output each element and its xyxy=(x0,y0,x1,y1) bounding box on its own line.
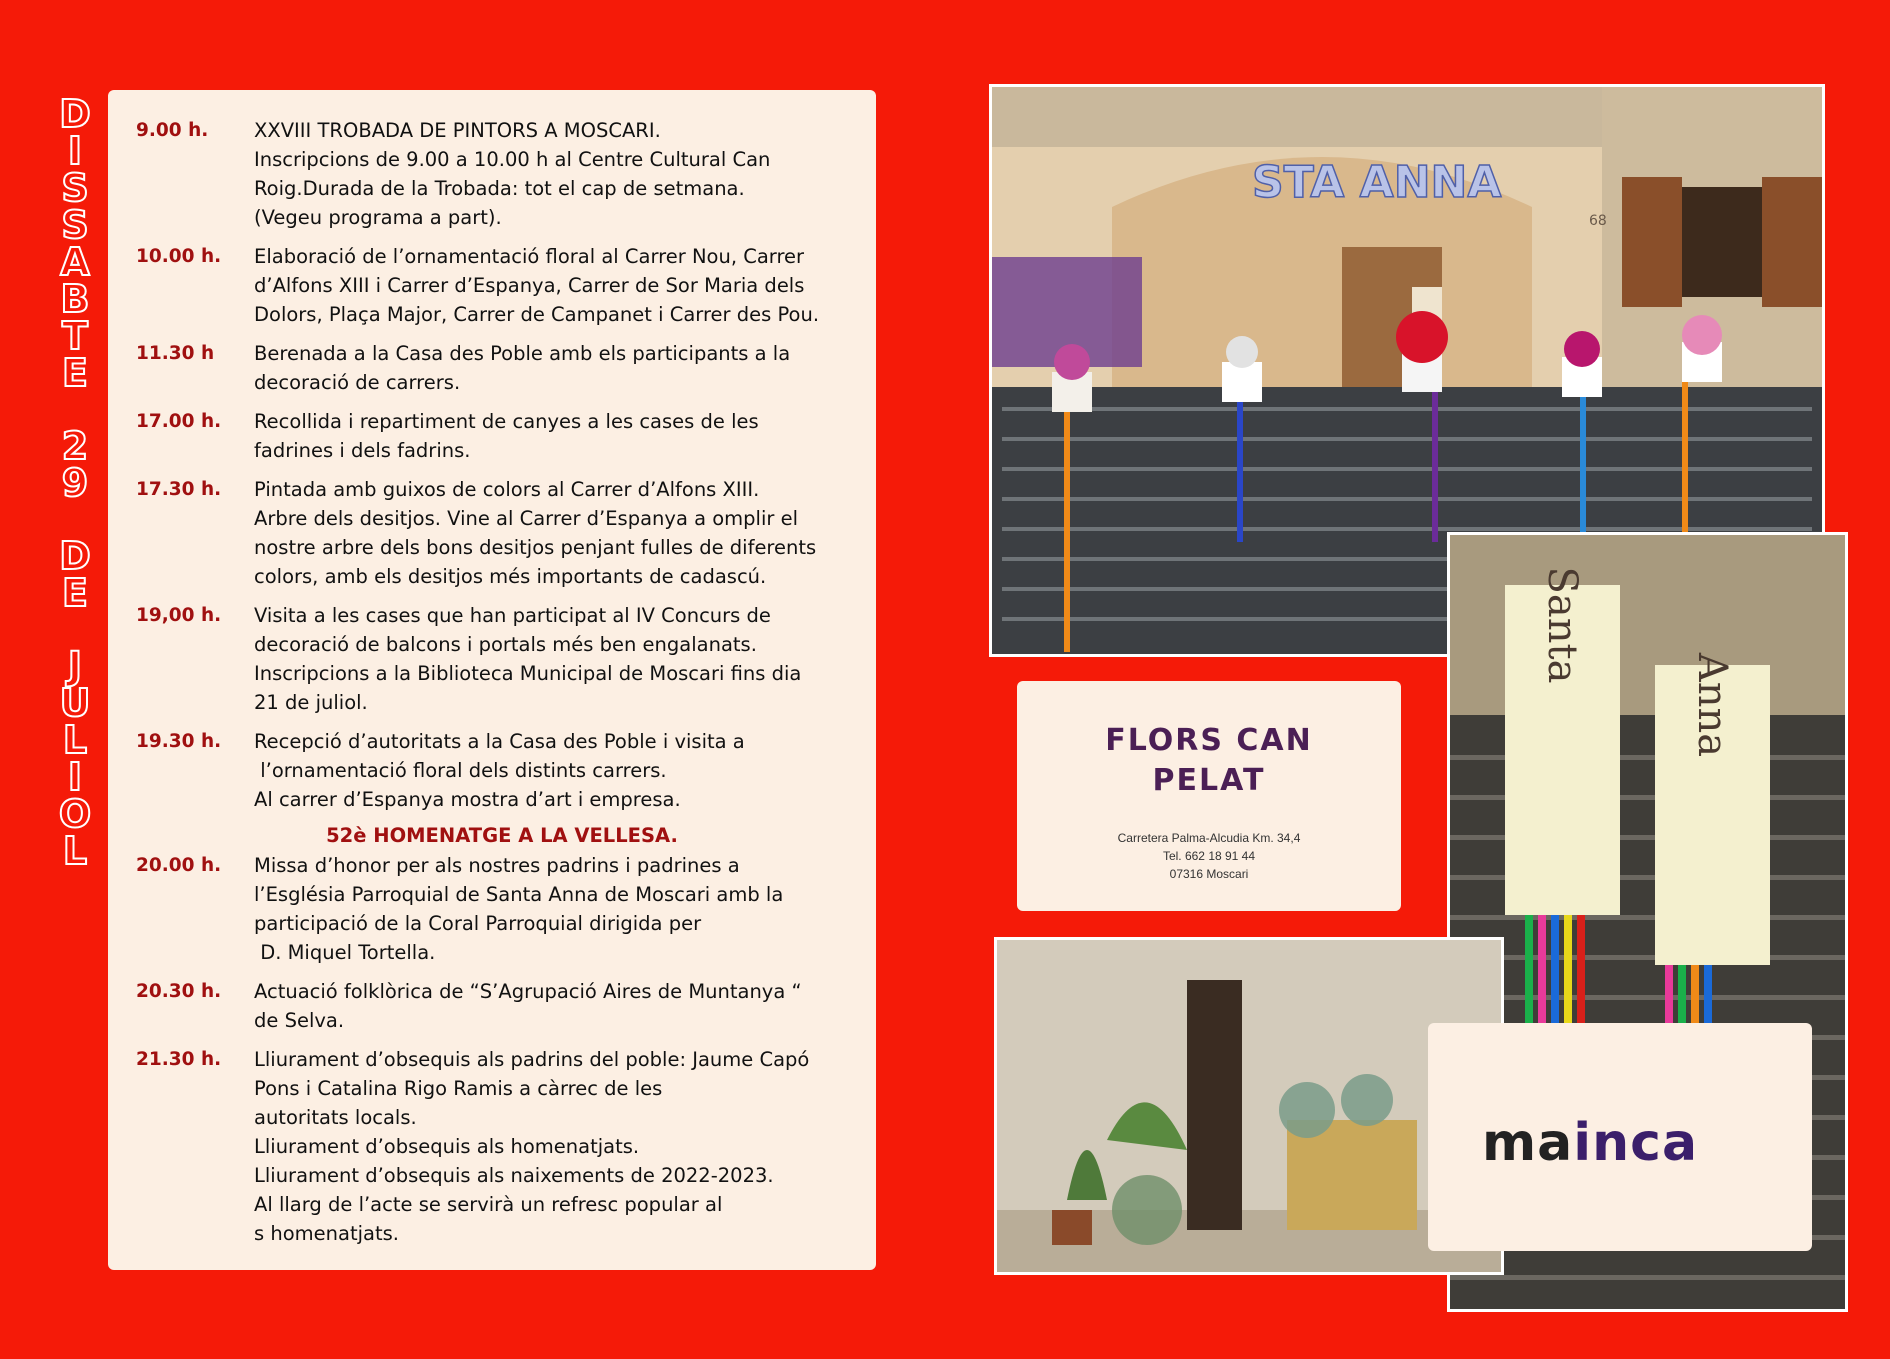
title-letter: U xyxy=(59,681,91,725)
program-entry xyxy=(136,601,876,717)
entry-line: Lliurament d’obsequis als homenatjats. xyxy=(254,1135,640,1158)
entry-line: autoritats locals. xyxy=(254,1106,417,1129)
entry-line: Lliurament d’obsequis als padrins del poble: Jaume Capó xyxy=(254,1048,810,1071)
entry-time: 17.30 h. xyxy=(136,479,222,500)
sponsor-address xyxy=(1017,829,1401,883)
entry-description xyxy=(254,116,854,232)
program-entry xyxy=(136,475,876,591)
entry-time: 20.00 h. xyxy=(136,855,222,876)
entry-description xyxy=(254,339,854,397)
program-entry xyxy=(136,116,876,232)
program-entry xyxy=(136,407,876,465)
entry-line: Inscripcions de 9.00 a 10.00 h al Centre Cultural Can xyxy=(254,148,771,171)
sponsor-name-line2: PELAT xyxy=(1152,763,1266,798)
program-entry xyxy=(136,1045,876,1248)
entry-line: Arbre dels desitjos. Vine al Carrer d’Espanya a omplir el xyxy=(254,507,799,530)
entry-line: s homenatjats. xyxy=(254,1222,399,1245)
section-heading: 52è HOMENATGE A LA VELLESA. xyxy=(326,824,678,847)
entry-line: XXVIII TROBADA DE PINTORS A MOSCARI. xyxy=(254,119,661,142)
entry-line: fadrines i dels fadrins. xyxy=(254,439,471,462)
entry-description xyxy=(254,727,854,814)
title-letter: B xyxy=(60,277,90,321)
mainca-logo-ma: ma xyxy=(1482,1113,1574,1173)
sponsor-card-mainca xyxy=(1428,1023,1812,1251)
entry-line: (Vegeu programa a part). xyxy=(254,206,502,229)
sponsor-address-line1: Carretera Palma-Alcudia Km. 34,4 xyxy=(1117,831,1301,845)
title-letter: J xyxy=(67,644,83,688)
sponsor-card-flors xyxy=(1017,681,1401,911)
entry-line: l’Església Parroquial de Santa Anna de Moscari amb la xyxy=(254,883,784,906)
entry-time: 10.00 h. xyxy=(136,246,222,267)
title-letter: O xyxy=(58,792,92,836)
entry-description xyxy=(254,977,854,1035)
entry-line: 21 de juliol. xyxy=(254,691,368,714)
entry-time: 21.30 h. xyxy=(136,1049,222,1070)
entry-time: 11.30 h xyxy=(136,343,215,364)
entry-line: Al llarg de l’acte se servirà un refresc popular al xyxy=(254,1193,723,1216)
title-letter: L xyxy=(62,829,88,873)
entry-line: Actuació folklòrica de “S’Agrupació Aires de Muntanya “ xyxy=(254,980,802,1003)
entry-line: D. Miquel Tortella. xyxy=(254,941,436,964)
entry-description xyxy=(254,851,854,967)
entry-line: nostre arbre dels bons desitjos penjant fulles de diferents xyxy=(254,536,817,559)
title-letter: E xyxy=(62,351,88,395)
entry-line: Lliurament d’obsequis als naixements de 2022-2023. xyxy=(254,1164,774,1187)
title-letter: I xyxy=(67,129,83,173)
title-letter: S xyxy=(61,166,89,210)
sponsor-name xyxy=(1017,721,1401,801)
title-letter: E xyxy=(62,571,88,615)
house-banner-text: STA ANNA xyxy=(1252,157,1502,208)
entry-description xyxy=(254,601,854,717)
entry-line: decoració de carrers. xyxy=(254,371,461,394)
entry-line: Inscripcions a la Biblioteca Municipal de Moscari fins dia xyxy=(254,662,802,685)
title-letter: I xyxy=(67,755,83,799)
sponsor-phone: Tel. 662 18 91 44 xyxy=(1162,849,1256,863)
entry-line: Elaboració de l’ornamentació floral al Carrer Nou, Carrer xyxy=(254,245,805,268)
program-entry xyxy=(136,339,876,397)
entry-time: 20.30 h. xyxy=(136,981,222,1002)
entry-time: 19,00 h. xyxy=(136,605,222,626)
entry-line: participació de la Coral Parroquial dirigida per xyxy=(254,912,702,935)
program-entry xyxy=(136,727,876,814)
mainca-logo xyxy=(1482,1113,1699,1173)
entry-line: Visita a les cases que han participat al IV Concurs de xyxy=(254,604,771,627)
sign-word-anna: Anna xyxy=(1689,652,1735,758)
sponsor-name-line1: FLORS CAN xyxy=(1105,723,1313,758)
entry-line: decoració de balcons i portals més ben engalanats. xyxy=(254,633,757,656)
title-letter: T xyxy=(62,314,88,358)
program-entry xyxy=(136,851,876,967)
entry-line: Recollida i repartiment de canyes a les cases de les xyxy=(254,410,759,433)
entry-line: Berenada a la Casa des Poble amb els participants a la xyxy=(254,342,791,365)
program-entry xyxy=(136,977,876,1035)
entry-line: Al carrer d’Espanya mostra d’art i empresa. xyxy=(254,788,681,811)
entry-time: 9.00 h. xyxy=(136,120,209,141)
program-entry xyxy=(136,242,876,329)
entry-line: de Selva. xyxy=(254,1009,345,1032)
title-letter: D xyxy=(59,92,91,136)
program-list-morning xyxy=(108,116,876,814)
entry-line: Pintada amb guixos de colors al Carrer d’Alfons XIII. xyxy=(254,478,760,501)
entry-description xyxy=(254,242,854,329)
entry-line: Recepció d’autoritats a la Casa des Poble i visita a xyxy=(254,730,745,753)
mainca-logo-inca: inca xyxy=(1573,1113,1699,1173)
entry-line: d’Alfons XIII i Carrer d’Espanya, Carrer de Sor Maria dels xyxy=(254,274,805,297)
title-letter: L xyxy=(62,718,88,762)
entry-line: l’ornamentació floral dels distints carrers. xyxy=(254,759,667,782)
program-panel xyxy=(108,90,876,1270)
title-letter: 9 xyxy=(61,461,89,505)
entry-description xyxy=(254,475,854,591)
entry-line: Roig.Durada de la Trobada: tot el cap de setmana. xyxy=(254,177,745,200)
title-letter: S xyxy=(61,203,89,247)
entry-line: Pons i Catalina Rigo Ramis a càrrec de les xyxy=(254,1077,663,1100)
house-number: 68 xyxy=(1589,213,1607,229)
title-letter: D xyxy=(59,534,91,578)
entry-line: Missa d’honor per als nostres padrins i padrines a xyxy=(254,854,740,877)
entry-description xyxy=(254,407,854,465)
program-list-homage xyxy=(108,851,876,1248)
entry-line: Dolors, Plaça Major, Carrer de Campanet i Carrer des Pou. xyxy=(254,303,820,326)
title-letter: A xyxy=(60,240,90,284)
vertical-date-title xyxy=(55,92,95,873)
title-letter: 2 xyxy=(61,424,89,468)
entry-time: 17.00 h. xyxy=(136,411,222,432)
sponsor-postcode: 07316 Moscari xyxy=(1169,867,1249,881)
entry-description xyxy=(254,1045,854,1248)
entry-time: 19.30 h. xyxy=(136,731,222,752)
entry-line: colors, amb els desitjos més importants de cadascú. xyxy=(254,565,767,588)
sign-word-santa: Santa xyxy=(1539,566,1585,684)
